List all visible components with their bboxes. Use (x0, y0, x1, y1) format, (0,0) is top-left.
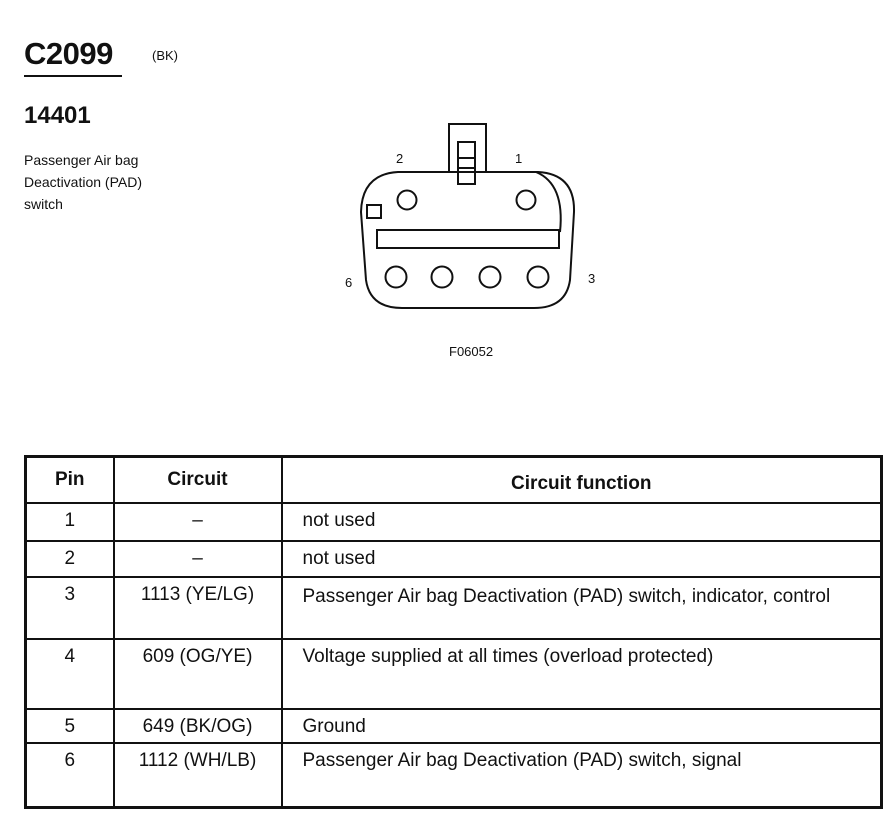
connector-lock-latch (458, 142, 475, 184)
header-pin: Pin (26, 457, 114, 504)
table-row (26, 577, 882, 639)
pin-label-6: 6 (345, 275, 353, 290)
cell-circuit: 649 (BK/OG) (114, 709, 282, 743)
table-row (26, 541, 882, 577)
cell-circuit-function: not used (282, 503, 882, 541)
component-description-line-3: switch (24, 196, 63, 212)
pin-label-2: 2 (396, 151, 404, 166)
table-header-row (26, 457, 882, 504)
component-description-line-2: Deactivation (PAD) (24, 174, 143, 190)
cell-circuit-function: Voltage supplied at all times (overload protected) (282, 639, 882, 709)
figure-id: F06052 (449, 344, 494, 359)
pin-cavity-6 (386, 267, 407, 288)
connector-key-notch (367, 205, 381, 218)
connector-slot (377, 230, 559, 248)
cell-circuit-function: Ground (282, 709, 882, 743)
table-row (26, 639, 882, 709)
pin-cavity-3 (528, 267, 549, 288)
component-description-line-1: Passenger Air bag (24, 152, 139, 168)
table-row (26, 503, 882, 541)
cell-circuit: 1113 (YE/LG) (114, 577, 282, 639)
cell-pin: 6 (26, 743, 114, 807)
table-row (26, 743, 882, 807)
connector-face-diagram (330, 112, 620, 312)
pin-table (24, 455, 883, 809)
header-circuit-function: Circuit function (282, 457, 882, 504)
pin-label-1: 1 (515, 151, 523, 166)
cell-circuit-function: not used (282, 541, 882, 577)
cell-circuit: 609 (OG/YE) (114, 639, 282, 709)
connector-id: C2099 (24, 36, 113, 71)
pin-cavity-2 (398, 191, 417, 210)
cell-pin: 2 (26, 541, 114, 577)
cell-circuit-function: Passenger Air bag Deactivation (PAD) switch, signal (282, 743, 882, 807)
connector-color-code: (BK) (152, 48, 178, 63)
cell-pin: 5 (26, 709, 114, 743)
cell-pin: 3 (26, 577, 114, 639)
cell-circuit: – (114, 503, 282, 541)
cell-circuit: – (114, 541, 282, 577)
cell-pin: 1 (26, 503, 114, 541)
connector-body-edge (536, 172, 561, 232)
pin-cavity-1 (517, 191, 536, 210)
table-row (26, 709, 882, 743)
connector-lock-tab (449, 124, 486, 172)
connector-id-underline (24, 75, 122, 77)
cell-circuit-function: Passenger Air bag Deactivation (PAD) switch, indicator, control (282, 577, 882, 639)
cell-circuit: 1112 (WH/LB) (114, 743, 282, 807)
pin-cavity-4 (480, 267, 501, 288)
header-circuit: Circuit (114, 457, 282, 504)
pin-label-3: 3 (588, 271, 596, 286)
part-number: 14401 (24, 102, 91, 129)
cell-pin: 4 (26, 639, 114, 709)
pin-cavity-5 (432, 267, 453, 288)
